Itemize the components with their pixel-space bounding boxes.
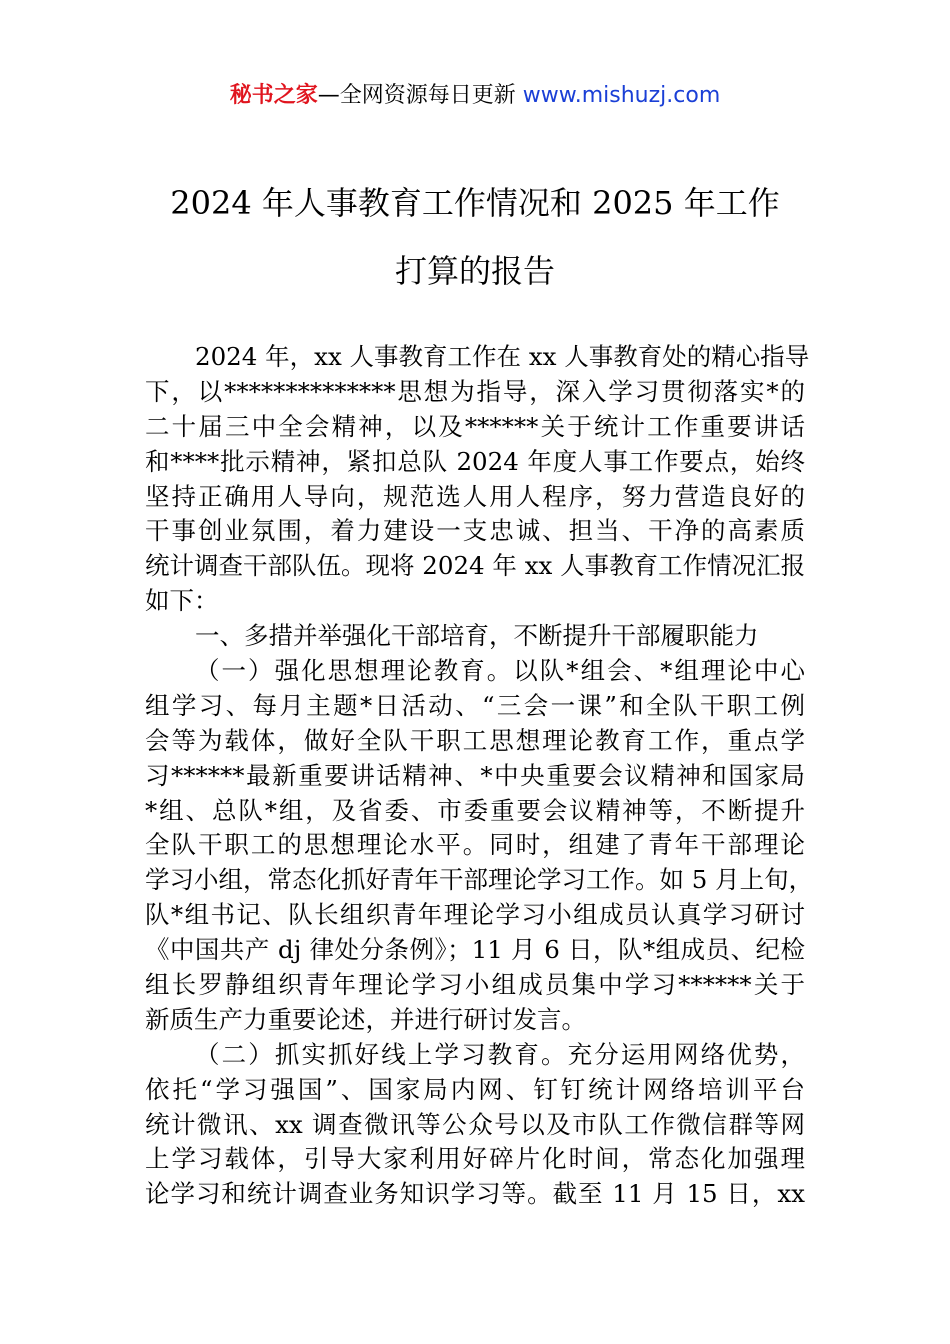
body-line: （一）强化思想理论教育。以队*组会、*组理论中心 — [195, 656, 805, 686]
body-line: （二）抓实抓好线上学习教育。充分运用网络优势， — [195, 1039, 805, 1069]
body-line: 如下： — [145, 586, 219, 616]
body-line: 学习小组，常态化抓好青年干部理论学习工作。如 5 月上旬， — [145, 865, 814, 895]
section-heading: 一、多措并举强化干部培育，不断提升干部履职能力 — [195, 621, 759, 651]
body-line: 会等为载体，做好全队干职工思想理论教育工作，重点学 — [145, 725, 805, 755]
site-url-link[interactable]: www.mishuzj.com — [522, 83, 721, 108]
document-title-line-2: 打算的报告 — [394, 252, 555, 290]
body-line: 上学习载体，引导大家利用好碎片化时间，常态化加强理 — [145, 1144, 805, 1174]
body-line: 干事创业氛围，着力建设一支忠诚、担当、干净的高素质 — [145, 516, 805, 546]
body-line: 论学习和统计调查业务知识学习等。截至 11 月 15 日，xx — [145, 1179, 805, 1209]
body-line: 二十届三中全会精神，以及******关于统计工作重要讲话 — [145, 411, 805, 441]
site-tagline: —全网资源每日更新 — [317, 83, 516, 108]
body-line: 依托“学习强国”、国家局内网、钉钉统计网络培训平台 — [145, 1074, 805, 1104]
body-line: 和****批示精神，紧扣总队 2024 年度人事工作要点，始终 — [145, 446, 805, 476]
body-line: 2024 年，xx 人事教育工作在 xx 人事教育处的精心指导 — [195, 342, 810, 371]
document-body — [145, 340, 814, 1212]
body-line: 队*组书记、队长组织青年理论学习小组成员认真学习研讨 — [145, 900, 805, 930]
body-line: 组学习、每月主题*日活动、“三会一课”和全队干职工例 — [145, 690, 805, 720]
body-line: 全队干职工的思想理论水平。同时，组建了青年干部理论 — [145, 830, 805, 860]
site-brand: 秘书之家 — [229, 83, 318, 108]
body-line: 统计微讯、xx 调查微讯等公众号以及市队工作微信群等网 — [145, 1109, 805, 1139]
body-line: *组、总队*组，及省委、市委重要会议精神等，不断提升 — [145, 795, 805, 825]
document-title-line-1: 2024 年人事教育工作情况和 2025 年工作 — [170, 184, 780, 222]
body-line: 《中国共产 dj 律处分条例》；11 月 6 日，队*组成员、纪检 — [145, 935, 805, 965]
body-line: 习******最新重要讲话精神、*中央重要会议精神和国家局 — [145, 760, 805, 790]
body-line: 统计调查干部队伍。现将 2024 年 xx 人事教育工作情况汇报 — [145, 551, 806, 581]
body-line: 组长罗静组织青年理论学习小组成员集中学习******关于 — [145, 970, 805, 1000]
body-line: 坚持正确用人导向，规范选人用人程序，努力营造良好的 — [145, 481, 805, 511]
body-line: 新质生产力重要论述，并进行研讨发言。 — [145, 1004, 586, 1034]
site-banner — [0, 80, 950, 112]
body-line: 下，以**************思想为指导，深入学习贯彻落实*的 — [145, 376, 805, 406]
